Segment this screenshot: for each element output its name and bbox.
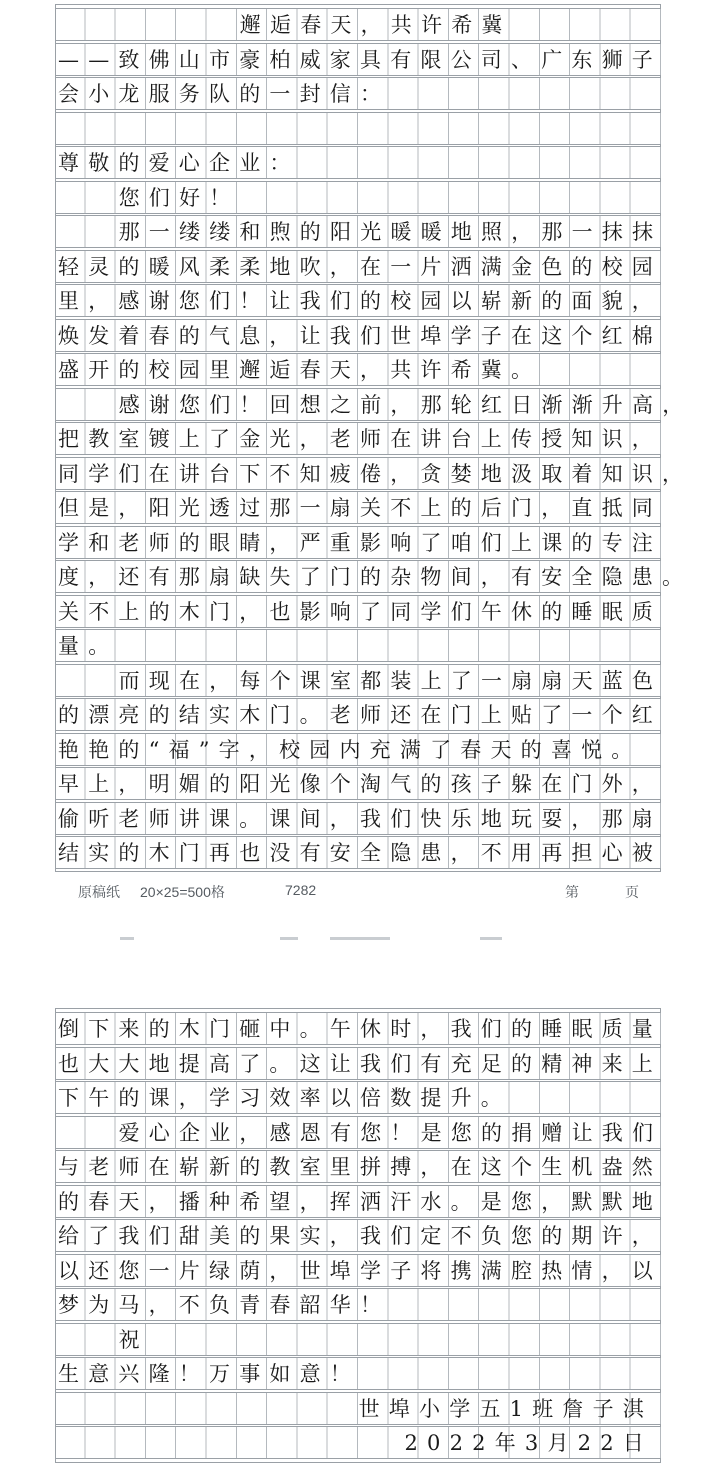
manuscript-row [55,8,661,41]
row-text: 焕发着春的气息，让我们世埠学子在这个红棉 [58,323,662,348]
row-text: ——致佛山市豪柏威家具有限公司、广东狮子 [58,47,662,72]
row-text: 轻灵的暖风柔柔地吹，在一片洒满金色的校园 [58,254,662,279]
scan-artifact [480,937,502,940]
manuscript-row [55,215,661,248]
manuscript-row [55,388,693,421]
row-text: 量。 [58,634,119,658]
manuscript-row [55,1116,661,1149]
manuscript-sheet-page-1 [55,4,693,872]
row-text: 尊敬的爱心企业： [58,151,300,175]
grid-spec-label: 20×25=500格 [140,884,225,900]
row-text: 而现在，每个课室都装上了一扇扇天蓝色 [118,668,663,693]
row-text: 关不上的木门，也影响了同学们午休的睡眠质 [58,599,662,624]
manuscript-row [55,1357,661,1390]
row-text: 给了我们甜美的果实，我们定不负您的期许， [58,1224,662,1248]
row-text: 会小龙服务队的一封信： [58,82,391,106]
row-text: 您们好！ [118,185,240,210]
scan-artifact [330,937,390,940]
manuscript-row [55,422,661,455]
row-text: 爱心企业，感恩有您！是您的捐赠让我们 [118,1120,663,1145]
manuscript-row [55,112,661,145]
row-text: 祝 [118,1327,149,1352]
row-text: 度，还有那扇缺失了门的杂物间，有安全隐患。 [58,565,693,589]
manuscript-row [55,1012,661,1045]
scan-artifact [120,937,134,940]
row-text: 与老师在崭新的教室里拼搏，在这个生机盎然 [58,1155,662,1179]
row-text: 里，感谢您们！让我们的校园以崭新的面貌， [58,289,662,313]
row-text: 邂逅春天，共许希冀 [239,13,512,37]
manuscript-row [55,1323,661,1356]
manuscript-row [55,664,661,697]
paper-type-label: 原稿纸 [78,884,120,900]
manuscript-row [55,1185,661,1218]
manuscript-row [55,284,661,317]
manuscript-row [55,1047,661,1080]
page-suffix-label: 页 [625,884,639,900]
manuscript-row [55,1392,661,1425]
manuscript-row [55,250,661,283]
manuscript-row [55,767,661,800]
manuscript-row [55,353,661,386]
row-text: 生意兴隆！万事如意！ [58,1362,360,1386]
row-text: 倒下来的木门砸中。午休时，我们的睡眠质量 [58,1017,662,1041]
manuscript-row [55,1426,661,1459]
row-text: 下午的课，学习效率以倍数提升。 [58,1086,511,1110]
row-text: 感谢您们！回想之前，那轮红日渐渐升高， [118,392,693,417]
row-text: 的春天，播种希望，挥洒汗水。是您，默默地 [58,1189,662,1214]
row-text: 梦为马，不负青春韶华！ [58,1293,391,1317]
scan-artifact [280,937,298,940]
manuscript-row [55,319,661,352]
manuscript-row [55,491,661,524]
manuscript-row [55,802,661,835]
manuscript-row [55,43,661,76]
manuscript-row [55,733,661,766]
paper-code-label: 7282 [285,882,317,898]
manuscript-row [55,457,693,490]
manuscript-row [55,1219,661,1252]
manuscript-row [55,698,661,731]
row-text: 结实的木门再也没有安全隐患，不用再担心被 [58,841,662,865]
manuscript-row [55,595,661,628]
row-text: 以还您一片绿荫，世埠学子将携满腔热情，以 [58,1258,662,1283]
manuscript-row [55,629,661,662]
row-text: 2022年3月22日 [404,1431,653,1455]
manuscript-row [55,1254,661,1287]
row-text: 把教室镀上了金光，老师在讲台上传授知识， [58,427,662,451]
row-text: 艳艳的“福”字，校园内充满了春天的喜悦。 [58,737,642,762]
manuscript-row [55,181,661,214]
row-text: 的漂亮的结实木门。老师还在门上贴了一个红 [58,703,662,727]
paper-footer [78,882,678,902]
row-text: 那一缕缕和煦的阳光暖暖地照，那一抹抹 [118,220,663,244]
manuscript-row [55,1150,661,1183]
row-text: 但是，阳光透过那一扇关不上的后门，直抵同 [58,496,662,520]
manuscript-sheet-page-2 [55,1008,661,1463]
row-text: 也大大地提高了。这让我们有充足的精神来上 [58,1051,662,1076]
manuscript-row [55,146,661,179]
manuscript-row [55,526,661,559]
row-text: 偷听老师讲课。课间，我们快乐地玩耍，那扇 [58,806,662,831]
manuscript-row [55,1081,661,1114]
row-text: 同学们在讲台下不知疲倦，贪婪地汲取着知识， [58,461,693,486]
page-prefix-label: 第 [565,884,579,900]
row-text: 盛开的校园里邂逅春天，共许希冀。 [58,358,542,382]
row-text: 世埠小学五1班詹子淇 [358,1396,653,1421]
manuscript-row [55,836,661,869]
row-text: 早上，明媚的阳光像个淘气的孩子躲在门外， [58,772,662,796]
row-text: 学和老师的眼睛，严重影响了咱们上课的专注 [58,530,662,555]
manuscript-row [55,77,661,110]
manuscript-row [55,1288,661,1321]
manuscript-row [55,560,693,593]
